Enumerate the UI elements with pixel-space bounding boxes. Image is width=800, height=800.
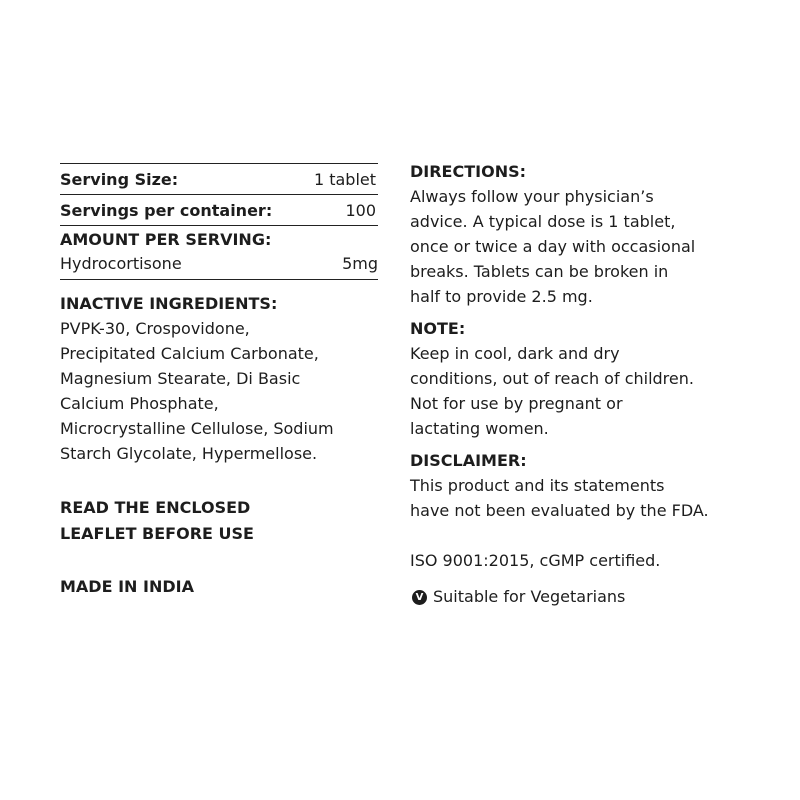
inactive-ingredients-line: Starch Glycolate, Hypermellose. xyxy=(60,444,318,463)
inactive-ingredients-heading: INACTIVE INGREDIENTS: xyxy=(60,294,278,313)
directions-text xyxy=(410,184,770,309)
servings-per-container-value: 100 xyxy=(345,200,376,220)
supplement-facts-panel xyxy=(60,163,378,599)
directions-line: Always follow your physician’s xyxy=(410,187,654,206)
vegetarian-icon: V xyxy=(412,590,427,605)
leaflet-notice xyxy=(60,495,378,547)
ingredient-amount: 5mg xyxy=(342,254,378,273)
bottom-rule xyxy=(60,279,378,280)
inactive-ingredients-line: PVPK-30, Crospovidone, xyxy=(60,319,250,338)
disclaimer-line: have not been evaluated by the FDA. xyxy=(410,501,709,520)
country-of-origin: MADE IN INDIA xyxy=(60,577,194,596)
note-line: Not for use by pregnant or xyxy=(410,394,623,413)
amount-per-serving-block xyxy=(60,226,378,279)
disclaimer-heading: DISCLAIMER: xyxy=(410,451,527,470)
vegetarian-badge xyxy=(410,585,770,609)
inactive-ingredients-line: Magnesium Stearate, Di Basic xyxy=(60,369,301,388)
note-line: conditions, out of reach of children. xyxy=(410,369,694,388)
servings-per-container-row xyxy=(60,195,378,225)
vegetarian-label: Suitable for Vegetarians xyxy=(433,587,626,606)
ingredient-row xyxy=(60,252,378,279)
serving-size-label: Serving Size: xyxy=(60,169,179,189)
inactive-ingredients-line: Microcrystalline Cellulose, Sodium xyxy=(60,419,334,438)
serving-size-row xyxy=(60,164,378,194)
leaflet-notice-line: LEAFLET BEFORE USE xyxy=(60,524,254,543)
serving-size-value: 1 tablet xyxy=(313,169,376,189)
directions-heading: DIRECTIONS: xyxy=(410,162,527,181)
servings-per-container-label: Servings per container: xyxy=(60,200,273,220)
directions-line: half to provide 2.5 mg. xyxy=(410,287,593,306)
amount-per-serving-heading: AMOUNT PER SERVING: xyxy=(60,230,272,249)
inactive-ingredients-line: Precipitated Calcium Carbonate, xyxy=(60,344,319,363)
ingredient-name: Hydrocortisone xyxy=(60,254,182,273)
leaflet-notice-line: READ THE ENCLOSED xyxy=(60,498,251,517)
certification-text: ISO 9001:2015, cGMP certified. xyxy=(410,551,661,570)
directions-line: once or twice a day with occasional xyxy=(410,237,696,256)
directions-line: breaks. Tablets can be broken in xyxy=(410,262,669,281)
disclaimer-text xyxy=(410,473,770,523)
inactive-ingredients-line: Calcium Phosphate, xyxy=(60,394,219,413)
inactive-ingredients-text xyxy=(60,316,378,466)
note-line: lactating women. xyxy=(410,419,549,438)
usage-information-panel xyxy=(410,160,770,609)
directions-line: advice. A typical dose is 1 tablet, xyxy=(410,212,676,231)
note-heading: NOTE: xyxy=(410,319,466,338)
disclaimer-line: This product and its statements xyxy=(410,476,665,495)
note-line: Keep in cool, dark and dry xyxy=(410,344,620,363)
note-text xyxy=(410,341,770,441)
